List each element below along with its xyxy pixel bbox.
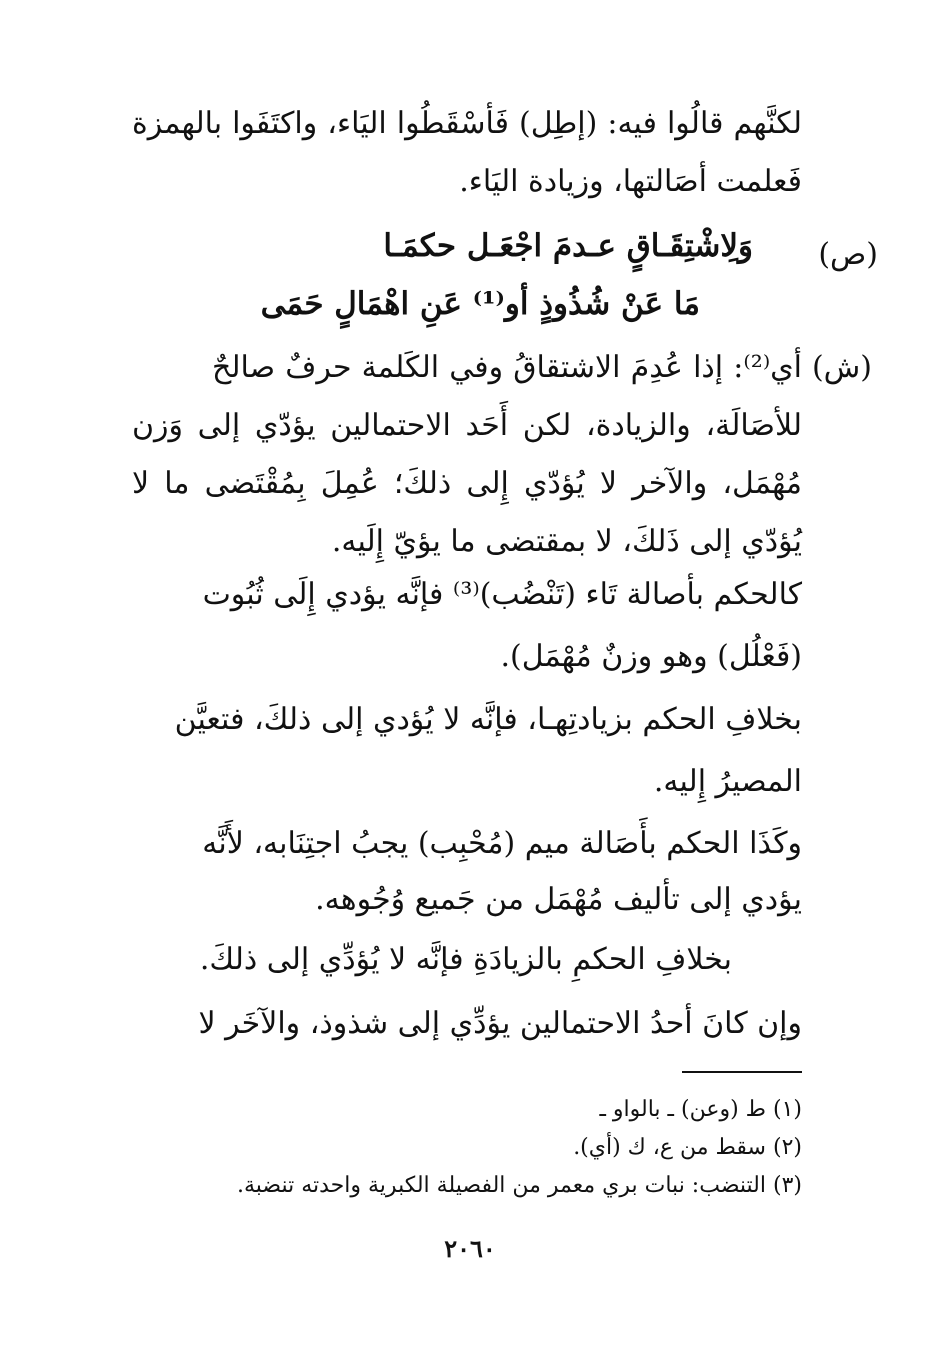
footnote-2: (٢) سقط من ع، ك (أي).: [573, 1135, 802, 1160]
text-line-5: مُهْمَل، والآخر لا يُؤدّي إِلى ذلكَ؛ عُمِلَ بِمُقْتَضى ما لا: [132, 466, 802, 501]
text-line-7: كالحكم بأصالة تَاء (تَنْضُب)⁽³⁾ فإنَّه يؤدي إِلَى ثُبُوت: [202, 577, 802, 612]
text-line-3: أي⁽²⁾: إذا عُدِمَ الاشتقاقُ وفي الكَلمة حرفٌ صالحٌ: [212, 350, 802, 385]
text-line-9: بخلافِ الحكم بزيادتِهـا، فإنَّه لا يُؤدي إلى ذلكَ، فتعيَّن: [174, 702, 802, 737]
footnote-separator: [682, 1071, 802, 1073]
footnote-3: (٣) التنضب: نبات بري معمر من الفصيلة الكبرية واحدته تنضبة.: [236, 1173, 802, 1198]
text-line-6: يُؤدّي إلى ذَلكَ، لا بمقتضى ما يؤيّ إِلَيه.: [331, 524, 802, 559]
footnote-1: (١) ط (وعن) ـ بالواو ـ: [599, 1097, 802, 1122]
text-line-14: وإن كانَ أحدُ الاحتمالين يؤدِّي إلى شذوذ، والآخَر لا: [198, 1006, 802, 1041]
verse-marker: (ص): [818, 237, 878, 272]
text-line-12: يؤدي إلى تأليف مُهْمَل من جَميع وُجُوهه.: [315, 882, 802, 917]
text-line-4: للأصَالَة، والزيادة، لكن أَحَد الاحتمالين يؤدّي إلى وَزن: [132, 408, 802, 443]
verse-line-1: وَلِاشْتِقَـاقٍ عـدمَ اجْعَـل حكمَـا: [383, 228, 753, 264]
page-number: ٢٠٦٠: [444, 1234, 496, 1263]
text-line-11: وكَذَا الحكم بأَصَالة ميم (مُحْبِب) يجبُ اجتِنَابه، لأَنَّه: [202, 826, 802, 861]
text-line-10: المصيرُ إِليه.: [653, 764, 802, 799]
text-line-8: (فَعْلُل) وهو وزنٌ مُهْمَل).: [500, 639, 802, 674]
text-line-13: بخلافِ الحكمِ بالزيادَةِ فإنَّه لا يُؤدِّي إلى ذلكَ.: [199, 942, 732, 977]
text-line-1: لكنَّهم قالُوا فيه: (إطِل) فَأسْقَطُوا اليَاء، واكتَفَوا بالهمزة: [132, 106, 802, 141]
verse-line-2: مَا عَنْ شُذُوذٍ أو⁽¹⁾ عَنِ اهْمَالٍ حَمَى: [260, 286, 700, 322]
commentary-marker: (ش): [811, 350, 872, 385]
text-line-2: فَعلمت أصَالتها، وزيادة اليَاء.: [459, 164, 802, 199]
